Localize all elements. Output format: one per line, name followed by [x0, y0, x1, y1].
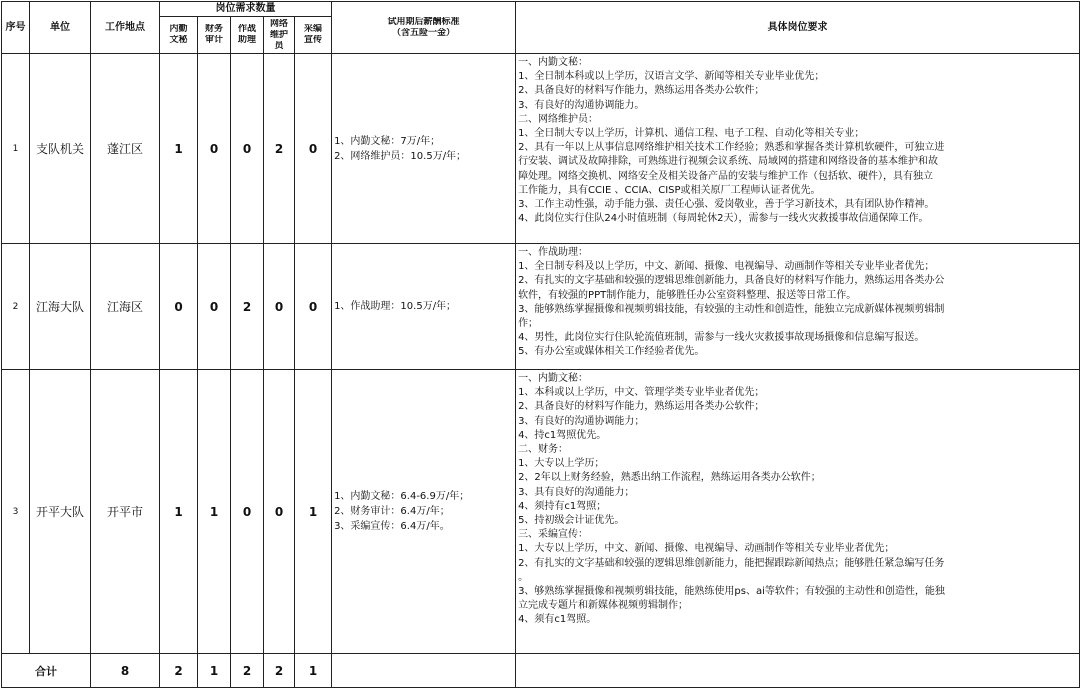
row-count-caibian: 1 [295, 370, 332, 654]
header-neiqin-2: 文秘 [169, 35, 188, 45]
header-unit: 单位 [30, 2, 91, 54]
req-line: 立完成专题片和新媒体视频剪辑制作； [518, 600, 689, 612]
req-line: 3、有良好的沟通协调能力。 [518, 99, 645, 111]
salary-line: 1、内勤文秘：6.4-6.9万/年； [334, 491, 470, 502]
totals-zuozhan: 2 [231, 654, 264, 688]
row-count-neiqin: 1 [160, 54, 198, 244]
header-caiwu-2: 审计 [204, 35, 223, 45]
header-caiwu [198, 17, 231, 54]
header-wangluo-2: 维护 [269, 29, 288, 40]
header-wangluo [264, 17, 295, 54]
header-caibian-2: 宣传 [304, 35, 323, 45]
req-line: 3、够熟练掌握摄像和视频剪辑技能，能熟练使用ps、ai等软件；有较强的主动性和创造性，能独 [518, 586, 945, 598]
totals-wangluo: 2 [264, 654, 295, 688]
table-row [2, 244, 1080, 370]
req-line: 三、采编宣传： [518, 529, 589, 541]
req-line: 二、网络维护员： [518, 113, 599, 125]
header-salary-line2: （含五险一金） [392, 27, 456, 38]
header-seq: 序号 [2, 2, 30, 54]
row-location: 开平市 [91, 370, 160, 654]
row-requirements [516, 370, 1080, 654]
row-count-caibian: 0 [295, 244, 332, 370]
req-line: 2、有扎实的文字基础和较强的逻辑思维创新能力，具备良好的材料写作能力，熟练运用各类办公 [518, 275, 945, 287]
req-line: 障处理。网络交换机、网络安全及相关设备产品的安装与维护工作（包括软、硬件），具有独立 [518, 170, 934, 182]
row-count-zuozhan: 2 [231, 244, 264, 370]
req-line: 。 [518, 571, 529, 583]
row-count-zuozhan: 0 [231, 54, 264, 244]
req-line: 3、工作主动性强，动手能力强、责任心强、爱岗敬业，善于学习新技术，具有团队协作精神。 [518, 199, 935, 211]
req-line: 2、具备良好的材料写作能力，熟练运用各类办公软件； [518, 401, 765, 413]
req-line: 4、持c1驾照优先。 [518, 429, 607, 441]
req-line: 1、本科或以上学历，中文、管理学类专业毕业者优先； [518, 387, 765, 399]
header-wangluo-3: 员 [274, 40, 284, 51]
salary-line: 1、作战助理：10.5万/年； [334, 301, 457, 312]
salary-line: 3、采编宣传：6.4万/年。 [334, 521, 450, 532]
header-salary [332, 2, 516, 54]
header-demand-group: 岗位需求数量 [160, 2, 332, 17]
row-count-neiqin: 1 [160, 370, 198, 654]
totals-label: 合计 [2, 654, 91, 688]
row-count-zuozhan: 0 [231, 370, 264, 654]
row-count-caiwu: 1 [198, 370, 231, 654]
header-caibian-1: 采编 [304, 24, 323, 34]
req-line: 5、有办公室或媒体相关工作经验者优先。 [518, 346, 705, 358]
header-wangluo-1: 网络 [269, 18, 288, 29]
header-zuozhan-1: 作战 [237, 24, 256, 34]
header-neiqin [160, 17, 198, 54]
row-seq: 2 [2, 244, 30, 370]
row-count-wangluo: 0 [264, 244, 295, 370]
req-line: 4、须持有c1驾照； [518, 500, 607, 512]
req-line: 1、全日制大专以上学历，计算机、通信工程、电子工程、自动化等相关专业； [518, 128, 865, 140]
row-unit: 开平大队 [30, 370, 91, 654]
row-count-wangluo: 2 [264, 54, 295, 244]
totals-total: 8 [91, 654, 160, 688]
header-neiqin-1: 内勤 [169, 24, 188, 34]
header-caibian [295, 17, 332, 54]
req-line: 1、全日制本科或以上学历，汉语言文学、新闻等相关专业毕业优先； [518, 71, 825, 83]
table-row [2, 370, 1080, 654]
row-count-wangluo: 0 [264, 370, 295, 654]
req-line: 1、大专以上学历，中文、新闻、摄像、电视编导、动画制作等相关专业毕业者优先； [518, 543, 895, 555]
row-unit: 支队机关 [30, 54, 91, 244]
totals-caiwu: 1 [198, 654, 231, 688]
header-requirements: 具体岗位要求 [516, 2, 1080, 54]
req-line: 2、有扎实的文字基础和较强的逻辑思维创新能力，能把握跟踪新闻热点；能够胜任紧急编写任务 [518, 557, 945, 569]
req-line: 一、内勤文秘： [518, 57, 589, 68]
req-line: 一、内勤文秘： [518, 373, 589, 384]
row-requirements [516, 54, 1080, 244]
totals-row [2, 654, 1080, 688]
req-line: 3、能够熟练掌握摄像和视频剪辑技能，有较强的主动性和创造性，能独立完成新媒体视频剪辑制 [518, 303, 945, 315]
req-line: 2、2年以上财务经验，熟悉出纳工作流程，熟练运用各类办公软件； [518, 472, 821, 484]
row-salary [332, 244, 516, 370]
header-caiwu-1: 财务 [204, 24, 223, 34]
row-unit: 江海大队 [30, 244, 91, 370]
salary-line: 2、财务审计：6.4万/年； [334, 506, 450, 517]
header-zuozhan-2: 助理 [237, 35, 256, 45]
req-line: 3、有良好的沟通协调能力； [518, 415, 645, 427]
row-location: 蓬江区 [91, 54, 160, 244]
row-salary [332, 54, 516, 244]
req-line: 2、具备良好的材料写作能力，熟练运用各类办公软件； [518, 85, 765, 97]
row-salary [332, 370, 516, 654]
row-count-caiwu: 0 [198, 244, 231, 370]
header-location: 工作地点 [91, 2, 160, 54]
table-row [2, 54, 1080, 244]
req-line: 4、此岗位实行住队24小时值班制（每周轮休2天），需参与一线火灾救援事故信通保障工作。 [518, 213, 929, 225]
totals-requirements-empty [516, 654, 1080, 688]
header-zuozhan [231, 17, 264, 54]
row-location: 江海区 [91, 244, 160, 370]
salary-line: 2、网络维护员：10.5万/年； [334, 150, 467, 162]
req-line: 4、须有c1驾照。 [518, 614, 597, 626]
req-line: 行安装、调试及故障排除，可熟练进行视频会议系统、局域网的搭建和网络设备的基本维护和故 [518, 156, 939, 168]
req-line: 一、作战助理： [518, 247, 589, 258]
header-salary-line1: 试用期后薪酬标准 [387, 16, 460, 27]
req-line: 作； [518, 318, 539, 330]
req-line: 1、全日制专科及以上学历，中文、新闻、摄像、电视编导、动画制作等相关专业毕业者优先； [518, 261, 935, 273]
totals-caibian: 1 [295, 654, 332, 688]
req-line: 1、大专以上学历； [518, 458, 605, 470]
req-line: 4、男性，此岗位实行住队轮流值班制，需参与一线火灾救援事故现场摄像和信息编写报送。 [518, 332, 925, 344]
req-line: 工作能力，具有CCIE 、CCIA、CISP或相关原厂工程师认证者优先。 [518, 184, 821, 196]
req-line: 2、具有一年以上从事信息网络维护相关技术工作经验；熟悉和掌握各类计算机软硬件，可独立进 [518, 142, 945, 154]
salary-line: 1、内勤文秘：7万/年； [334, 135, 441, 147]
row-count-neiqin: 0 [160, 244, 198, 370]
row-seq: 3 [2, 370, 30, 654]
row-count-caibian: 0 [295, 54, 332, 244]
row-count-caiwu: 0 [198, 54, 231, 244]
row-requirements [516, 244, 1080, 370]
recruitment-table [1, 1, 1080, 688]
row-seq: 1 [2, 54, 30, 244]
req-line: 5、持初级会计证优先。 [518, 515, 625, 527]
totals-salary-empty [332, 654, 516, 688]
req-line: 二、财务： [518, 444, 569, 456]
req-line: 3、具有良好的沟通能力； [518, 486, 635, 498]
totals-neiqin: 2 [160, 654, 198, 688]
req-line: 软件，有较强的PPT制作能力，能够胜任办公室资料整理、报送等日常工作。 [518, 289, 857, 301]
